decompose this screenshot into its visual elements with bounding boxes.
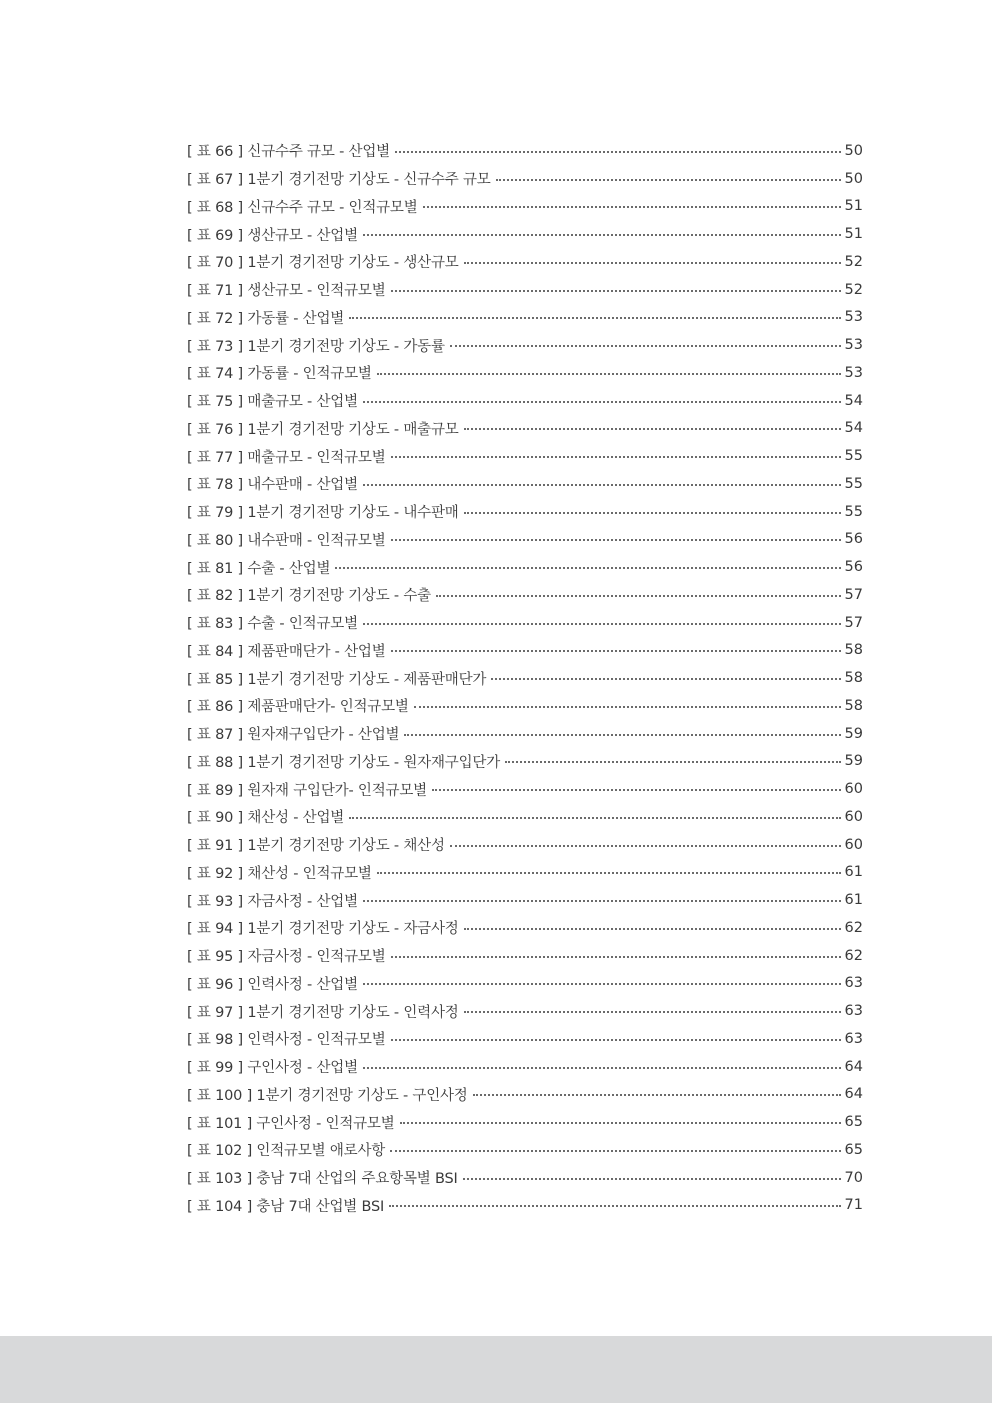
toc-entry-title: [ 표 67 ] 1분기 경기전망 기상도 - 신규수주 규모 bbox=[187, 172, 491, 189]
toc-entry[interactable] bbox=[187, 1025, 863, 1053]
toc-entry-title: [ 표 74 ] 가동률 - 인적규모별 bbox=[187, 366, 372, 383]
dot-leader bbox=[363, 623, 841, 625]
dot-leader bbox=[390, 1150, 840, 1152]
toc-entry-title: [ 표 101 ] 구인사정 - 인적규모별 bbox=[187, 1115, 395, 1132]
toc-entry[interactable] bbox=[187, 637, 863, 665]
toc-entry-page-number: 52 bbox=[844, 253, 863, 270]
toc-entry-title: [ 표 70 ] 1분기 경기전망 기상도 - 생산규모 bbox=[187, 255, 459, 272]
toc-entry-title: [ 표 95 ] 자금사정 - 인적규모별 bbox=[187, 949, 386, 966]
toc-entry-page-number: 57 bbox=[844, 614, 863, 631]
toc-entry[interactable] bbox=[187, 470, 863, 498]
toc-entry-page-number: 62 bbox=[844, 947, 863, 964]
toc-entry[interactable] bbox=[187, 886, 863, 914]
toc-entry-title: [ 표 87 ] 원자재구입단가 - 산업별 bbox=[187, 727, 400, 744]
toc-entry[interactable] bbox=[187, 803, 863, 831]
dot-leader bbox=[377, 872, 841, 874]
toc-entry-page-number: 63 bbox=[844, 1003, 863, 1020]
dot-leader bbox=[391, 456, 841, 458]
dot-leader bbox=[464, 428, 841, 430]
toc-entry-page-number: 59 bbox=[844, 725, 863, 742]
dot-leader bbox=[432, 789, 841, 791]
dot-leader bbox=[404, 734, 840, 736]
toc-entry[interactable] bbox=[187, 498, 863, 526]
dot-leader bbox=[450, 345, 841, 347]
dot-leader bbox=[414, 706, 841, 708]
toc-entry-page-number: 57 bbox=[844, 586, 863, 603]
toc-entry-title: [ 표 102 ] 인적규모별 애로사항 bbox=[187, 1143, 386, 1160]
dot-leader bbox=[450, 845, 841, 847]
toc-entry[interactable] bbox=[187, 1108, 863, 1136]
toc-entry[interactable] bbox=[187, 553, 863, 581]
toc-entry-page-number: 64 bbox=[844, 1058, 863, 1075]
dot-leader bbox=[335, 567, 840, 569]
toc-entry[interactable] bbox=[187, 304, 863, 332]
dot-leader bbox=[363, 1067, 841, 1069]
toc-entry[interactable] bbox=[187, 609, 863, 637]
toc-entry-title: [ 표 73 ] 1분기 경기전망 기상도 - 가동률 bbox=[187, 338, 445, 355]
toc-entry[interactable] bbox=[187, 997, 863, 1025]
toc-entry-title: [ 표 84 ] 제품판매단가 - 산업별 bbox=[187, 643, 386, 660]
dot-leader bbox=[377, 373, 841, 375]
footer-band bbox=[0, 1336, 992, 1403]
toc-entry-page-number: 51 bbox=[844, 226, 863, 243]
toc-entry-page-number: 53 bbox=[844, 309, 863, 326]
toc-entry-page-number: 58 bbox=[844, 697, 863, 714]
toc-entry[interactable] bbox=[187, 720, 863, 748]
dot-leader bbox=[389, 1205, 840, 1207]
toc-entry[interactable] bbox=[187, 831, 863, 859]
toc-entry-page-number: 56 bbox=[844, 531, 863, 548]
toc-entry-page-number: 54 bbox=[844, 392, 863, 409]
dot-leader bbox=[363, 900, 841, 902]
toc-entry-page-number: 64 bbox=[844, 1086, 863, 1103]
toc-entry[interactable] bbox=[187, 1164, 863, 1192]
dot-leader bbox=[464, 262, 841, 264]
toc-entry-title: [ 표 98 ] 인력사정 - 인적규모별 bbox=[187, 1032, 386, 1049]
dot-leader bbox=[464, 1011, 841, 1013]
dot-leader bbox=[391, 1039, 841, 1041]
toc-entry-page-number: 55 bbox=[844, 448, 863, 465]
toc-entry-title: [ 표 86 ] 제품판매단가- 인적규모별 bbox=[187, 699, 409, 716]
toc-entry[interactable] bbox=[187, 859, 863, 887]
toc-entry-title: [ 표 72 ] 가동률 - 산업별 bbox=[187, 310, 345, 327]
toc-entry-title: [ 표 68 ] 신규수주 규모 - 인적규모별 bbox=[187, 199, 418, 216]
toc-entry-page-number: 58 bbox=[844, 670, 863, 687]
toc-entry[interactable] bbox=[187, 914, 863, 942]
dot-leader bbox=[391, 650, 841, 652]
toc-entry-title: [ 표 83 ] 수출 - 인적규모별 bbox=[187, 616, 358, 633]
toc-entry-title: [ 표 99 ] 구인사정 - 산업별 bbox=[187, 1060, 358, 1077]
toc-entry-page-number: 53 bbox=[844, 364, 863, 381]
toc-entry-page-number: 56 bbox=[844, 559, 863, 576]
toc-entry-title: [ 표 97 ] 1분기 경기전망 기상도 - 인력사정 bbox=[187, 1004, 459, 1021]
dot-leader bbox=[349, 317, 840, 319]
toc-entry[interactable] bbox=[187, 970, 863, 998]
toc-entry[interactable] bbox=[187, 1192, 863, 1220]
toc-entry[interactable] bbox=[187, 193, 863, 221]
toc-entry-page-number: 62 bbox=[844, 919, 863, 936]
toc-entry-title: [ 표 71 ] 생산규모 - 인적규모별 bbox=[187, 283, 386, 300]
toc-entry-title: [ 표 66 ] 신규수주 규모 - 산업별 bbox=[187, 144, 390, 161]
toc-entry-page-number: 52 bbox=[844, 281, 863, 298]
toc-entry-page-number: 55 bbox=[844, 503, 863, 520]
toc-entry-page-number: 54 bbox=[844, 420, 863, 437]
toc-entry-page-number: 63 bbox=[844, 975, 863, 992]
toc-entry-title: [ 표 91 ] 1분기 경기전망 기상도 - 채산성 bbox=[187, 838, 445, 855]
toc-entry-page-number: 60 bbox=[844, 808, 863, 825]
toc-entry[interactable] bbox=[187, 220, 863, 248]
toc-entry[interactable] bbox=[187, 442, 863, 470]
dot-leader bbox=[391, 290, 841, 292]
dot-leader bbox=[395, 151, 841, 153]
dot-leader bbox=[496, 179, 841, 181]
toc-entry-title: [ 표 85 ] 1분기 경기전망 기상도 - 제품판매단가 bbox=[187, 671, 487, 688]
toc-entry[interactable] bbox=[187, 248, 863, 276]
dot-leader bbox=[423, 206, 841, 208]
toc-entry-title: [ 표 89 ] 원자재 구입단가- 인적규모별 bbox=[187, 782, 427, 799]
toc-entry-page-number: 58 bbox=[844, 642, 863, 659]
dot-leader bbox=[363, 484, 841, 486]
toc-entry-page-number: 71 bbox=[844, 1197, 863, 1214]
dot-leader bbox=[363, 234, 841, 236]
dot-leader bbox=[363, 401, 841, 403]
toc-entry-page-number: 60 bbox=[844, 836, 863, 853]
toc-entry-title: [ 표 80 ] 내수판매 - 인적규모별 bbox=[187, 532, 386, 549]
toc-entry-page-number: 70 bbox=[844, 1169, 863, 1186]
toc-entry-title: [ 표 92 ] 채산성 - 인적규모별 bbox=[187, 865, 372, 882]
toc-entry[interactable] bbox=[187, 1136, 863, 1164]
toc-entry-title: [ 표 82 ] 1분기 경기전망 기상도 - 수출 bbox=[187, 588, 431, 605]
toc-entry-page-number: 65 bbox=[844, 1114, 863, 1131]
dot-leader bbox=[363, 983, 841, 985]
toc-entry[interactable] bbox=[187, 276, 863, 304]
toc-entry-page-number: 61 bbox=[844, 864, 863, 881]
toc-entry[interactable] bbox=[187, 387, 863, 415]
toc-entry-title: [ 표 88 ] 1분기 경기전망 기상도 - 원자재구입단가 bbox=[187, 754, 501, 771]
toc-entry-page-number: 65 bbox=[844, 1141, 863, 1158]
dot-leader bbox=[391, 956, 841, 958]
toc-entry-title: [ 표 81 ] 수출 - 산업별 bbox=[187, 560, 331, 577]
toc-entry-page-number: 61 bbox=[844, 892, 863, 909]
toc-entry-title: [ 표 94 ] 1분기 경기전망 기상도 - 자금사정 bbox=[187, 921, 459, 938]
dot-leader bbox=[349, 817, 840, 819]
toc-entry-title: [ 표 100 ] 1분기 경기전망 기상도 - 구인사정 bbox=[187, 1087, 468, 1104]
toc-entry[interactable] bbox=[187, 775, 863, 803]
dot-leader bbox=[391, 539, 841, 541]
toc-entry[interactable] bbox=[187, 331, 863, 359]
toc-entry-title: [ 표 78 ] 내수판매 - 산업별 bbox=[187, 477, 358, 494]
toc-entry[interactable] bbox=[187, 415, 863, 443]
dot-leader bbox=[463, 1178, 841, 1180]
toc-entry-page-number: 60 bbox=[844, 781, 863, 798]
toc-entry-page-number: 59 bbox=[844, 753, 863, 770]
toc-entry-title: [ 표 90 ] 채산성 - 산업별 bbox=[187, 810, 345, 827]
dot-leader bbox=[473, 1094, 841, 1096]
toc-entry-title: [ 표 96 ] 인력사정 - 산업별 bbox=[187, 976, 358, 993]
toc-entry[interactable] bbox=[187, 664, 863, 692]
toc-entry-title: [ 표 75 ] 매출규모 - 산업별 bbox=[187, 394, 358, 411]
toc-entry[interactable] bbox=[187, 1053, 863, 1081]
table-of-contents-list bbox=[187, 137, 863, 1219]
dot-leader bbox=[400, 1122, 841, 1124]
toc-entry[interactable] bbox=[187, 526, 863, 554]
toc-entry-page-number: 51 bbox=[844, 198, 863, 215]
toc-entry[interactable] bbox=[187, 165, 863, 193]
toc-entry-title: [ 표 76 ] 1분기 경기전망 기상도 - 매출규모 bbox=[187, 421, 459, 438]
toc-entry[interactable] bbox=[187, 581, 863, 609]
toc-entry-page-number: 53 bbox=[844, 337, 863, 354]
dot-leader bbox=[505, 761, 841, 763]
toc-entry-title: [ 표 79 ] 1분기 경기전망 기상도 - 내수판매 bbox=[187, 505, 459, 522]
toc-entry-title: [ 표 103 ] 충남 7대 산업의 주요항목별 BSI bbox=[187, 1171, 458, 1188]
dot-leader bbox=[464, 928, 841, 930]
toc-entry[interactable] bbox=[187, 1081, 863, 1109]
toc-entry[interactable] bbox=[187, 942, 863, 970]
toc-entry[interactable] bbox=[187, 359, 863, 387]
toc-entry[interactable] bbox=[187, 748, 863, 776]
toc-entry-title: [ 표 93 ] 자금사정 - 산업별 bbox=[187, 893, 358, 910]
toc-entry-title: [ 표 104 ] 충남 7대 산업별 BSI bbox=[187, 1198, 385, 1215]
toc-entry-page-number: 50 bbox=[844, 142, 863, 159]
toc-entry-page-number: 55 bbox=[844, 475, 863, 492]
dot-leader bbox=[491, 678, 840, 680]
dot-leader bbox=[464, 512, 841, 514]
toc-entry[interactable] bbox=[187, 137, 863, 165]
toc-entry[interactable] bbox=[187, 692, 863, 720]
toc-entry-page-number: 50 bbox=[844, 170, 863, 187]
toc-entry-title: [ 표 69 ] 생산규모 - 산업별 bbox=[187, 227, 358, 244]
toc-entry-title: [ 표 77 ] 매출규모 - 인적규모별 bbox=[187, 449, 386, 466]
dot-leader bbox=[436, 595, 841, 597]
toc-entry-page-number: 63 bbox=[844, 1030, 863, 1047]
